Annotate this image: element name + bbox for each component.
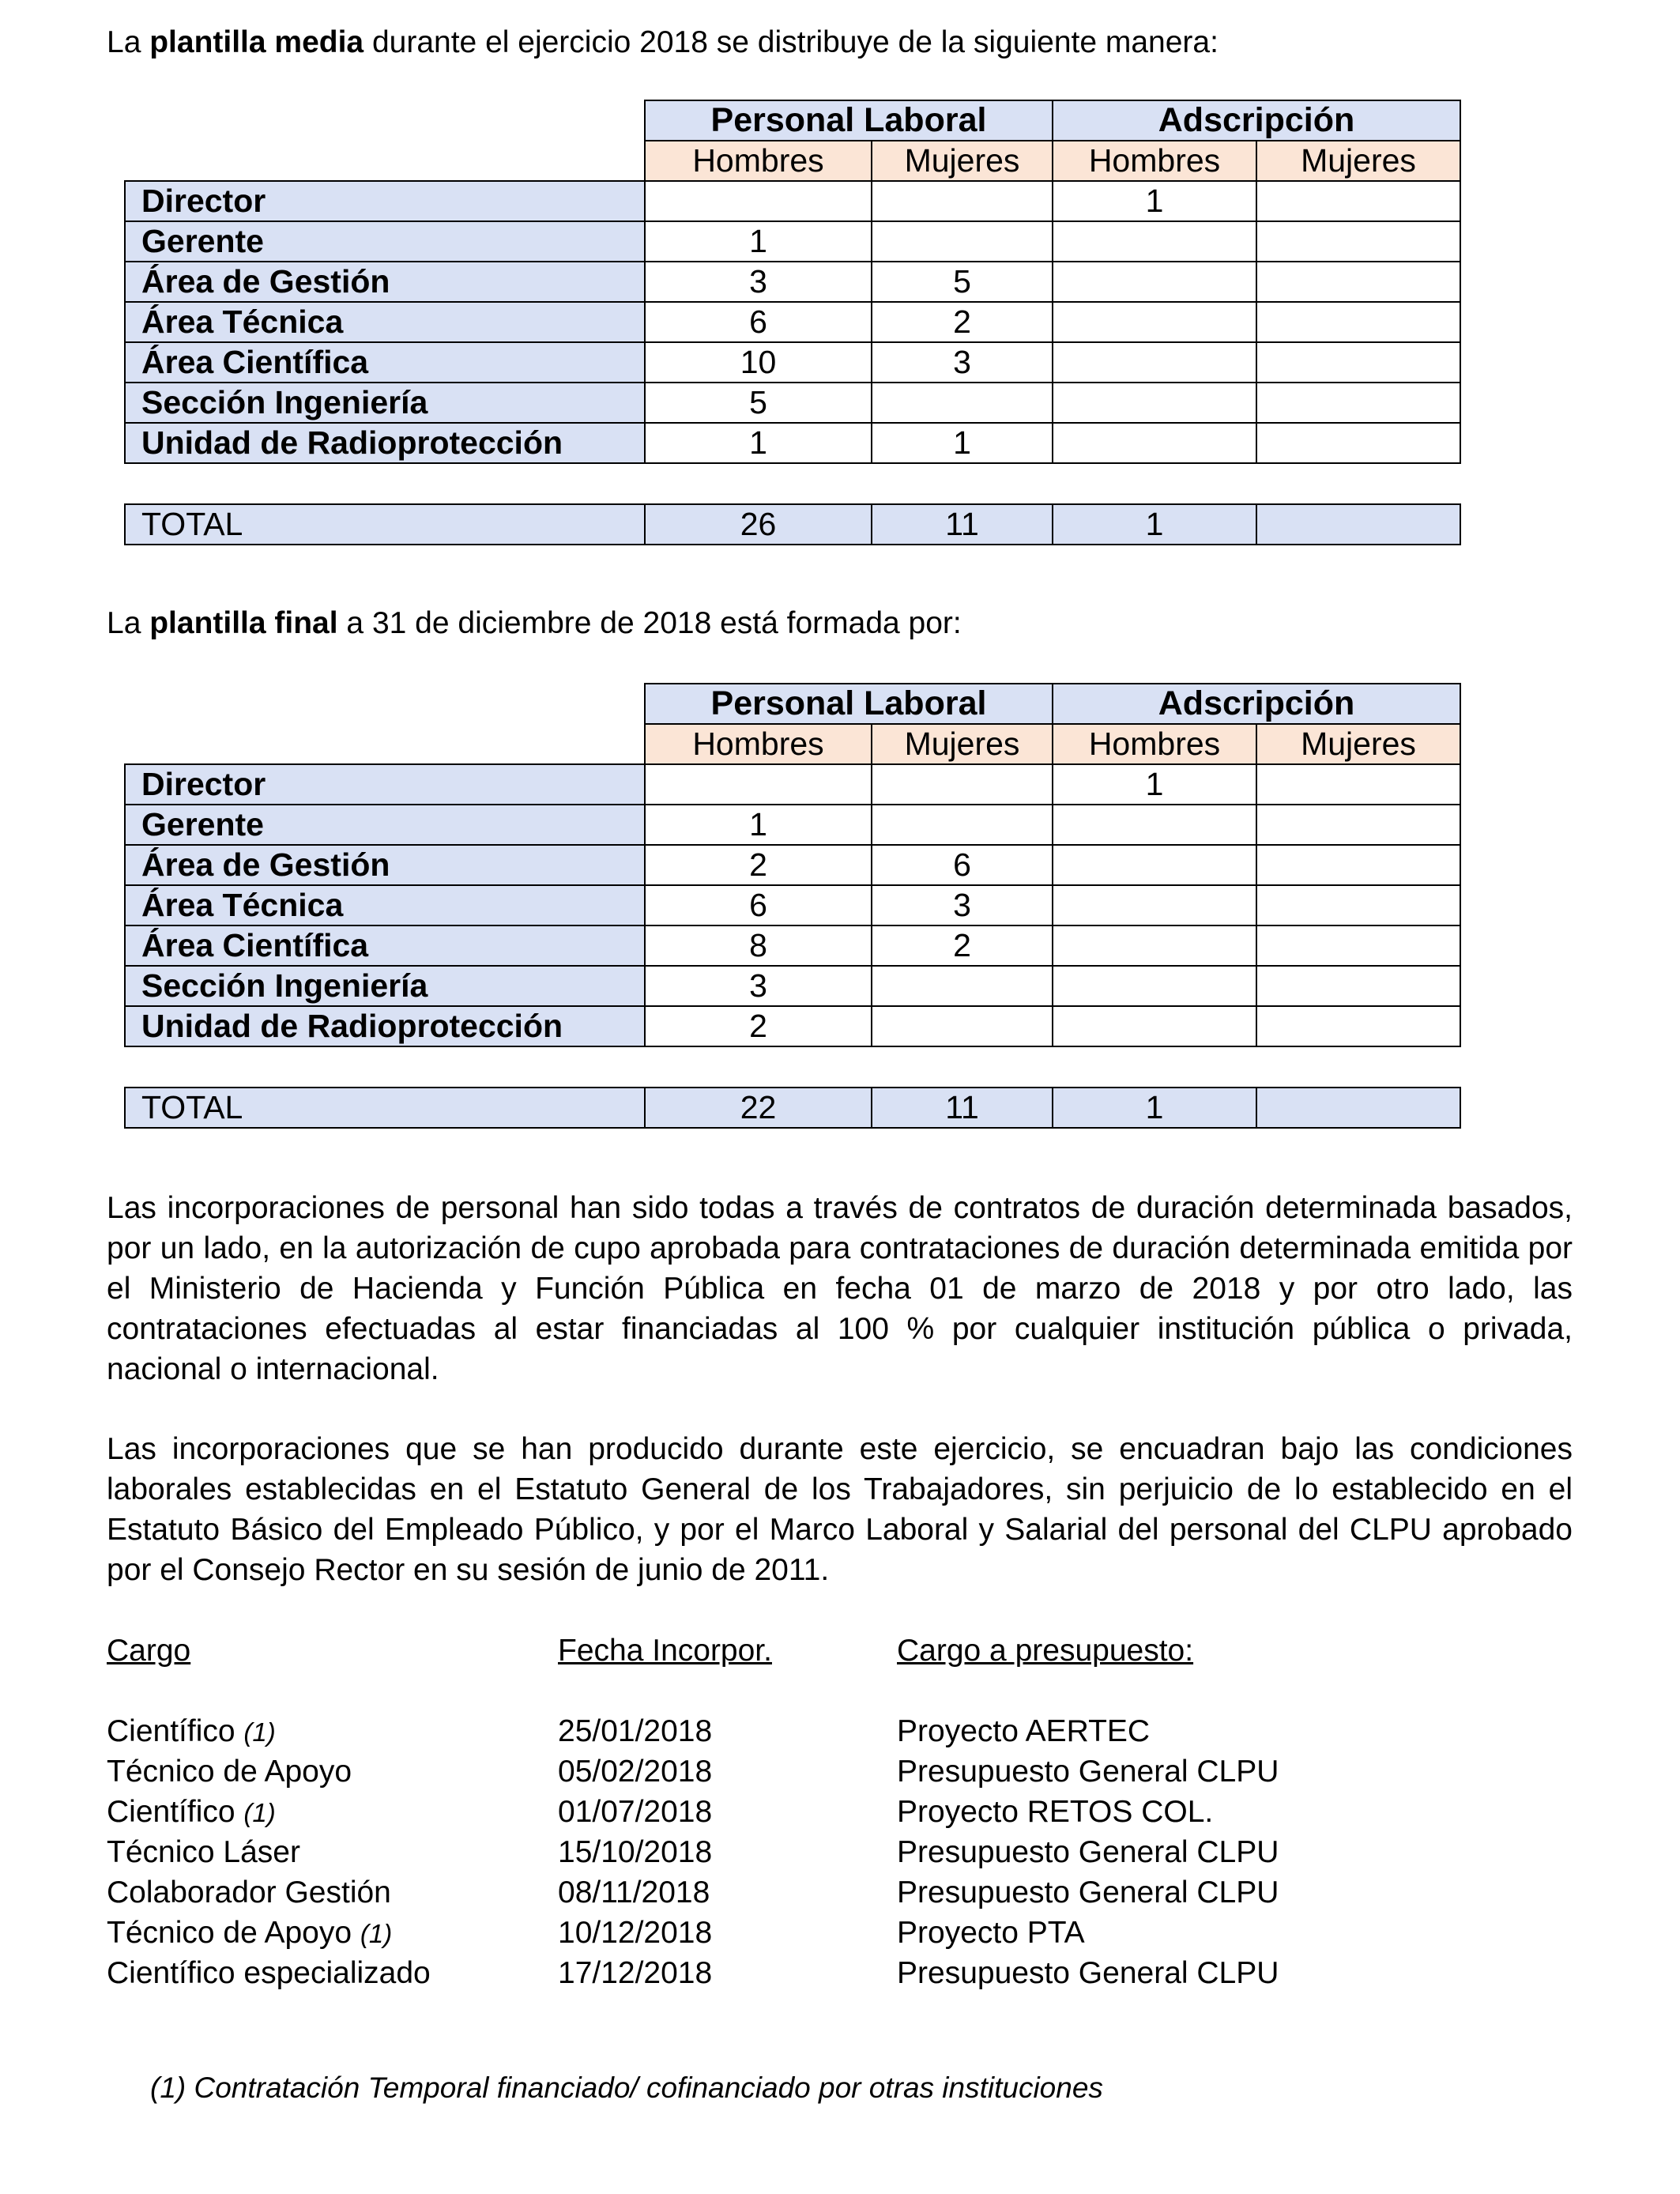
cargo-cell: [107, 1832, 300, 1872]
value-cell: 5: [645, 383, 872, 423]
value-cell: 8: [645, 925, 872, 966]
plantilla-media-table: [124, 100, 1461, 545]
sub-header-cell: Mujeres: [1256, 141, 1460, 181]
sub-header-cell: Hombres: [1053, 724, 1256, 764]
value-cell: 2: [645, 845, 872, 885]
note-marker: (1): [360, 1919, 393, 1948]
table-row: [125, 1006, 1460, 1046]
corner-cell: [125, 100, 645, 141]
cargo-text: Colaborador Gestión: [107, 1875, 391, 1909]
value-cell: 1: [1053, 181, 1256, 221]
group-header-row: [125, 100, 1460, 141]
table-row: [125, 845, 1460, 885]
value-cell: [1256, 181, 1460, 221]
value-cell: [1256, 262, 1460, 302]
value-cell: [1053, 966, 1256, 1006]
value-cell: 3: [645, 262, 872, 302]
value-cell: [872, 181, 1053, 221]
row-label: Área Científica: [125, 925, 645, 966]
cargo-text: Técnico Láser: [107, 1835, 300, 1869]
cargo-cell: [107, 1711, 276, 1752]
value-cell: [1053, 342, 1256, 383]
sub-header-cell: Mujeres: [872, 141, 1053, 181]
group-header-row: [125, 684, 1460, 724]
value-cell: [1256, 423, 1460, 463]
table-row: [125, 383, 1460, 423]
corner-cell: [125, 724, 645, 764]
intro-paragraph-final: La plantilla final a 31 de diciembre de 2018 está formada por:: [107, 606, 962, 640]
table-row: [125, 302, 1460, 342]
value-cell: [1053, 1006, 1256, 1046]
table-row: [125, 805, 1460, 845]
total-label: TOTAL: [125, 1088, 645, 1128]
spacer-row: [125, 463, 1460, 504]
footnote: (1) Contratación Temporal financiado/ cofinanciado por otras instituciones: [150, 2071, 1103, 2104]
value-cell: [872, 805, 1053, 845]
value-cell: 3: [645, 966, 872, 1006]
intro-paragraph-media: La plantilla media durante el ejercicio 2018 se distribuye de la siguiente manera:: [107, 25, 1219, 59]
value-cell: [1256, 966, 1460, 1006]
sub-header-cell: Hombres: [1053, 141, 1256, 181]
row-label: Área Técnica: [125, 302, 645, 342]
value-cell: 6: [645, 302, 872, 342]
value-cell: [872, 764, 1053, 805]
value-cell: 2: [645, 1006, 872, 1046]
presupuesto-cell: Presupuesto General CLPU: [897, 1956, 1279, 1990]
total-row: [125, 504, 1460, 545]
group-header-personal-laboral: Personal Laboral: [645, 684, 1053, 724]
value-cell: [1053, 221, 1256, 262]
row-label: Sección Ingeniería: [125, 383, 645, 423]
header-fecha: Fecha Incorpor.: [558, 1634, 772, 1668]
header-cargo: Cargo: [107, 1634, 191, 1668]
value-cell: 1: [645, 423, 872, 463]
table-row: [125, 885, 1460, 925]
total-value-cell: [1256, 1088, 1460, 1128]
sub-header-cell: Hombres: [645, 141, 872, 181]
value-cell: [872, 383, 1053, 423]
fecha-cell: 25/01/2018: [558, 1714, 713, 1748]
row-label: Área de Gestión: [125, 845, 645, 885]
value-cell: [1053, 885, 1256, 925]
value-cell: [872, 966, 1053, 1006]
spacer-cell: [125, 463, 1460, 504]
note-marker: (1): [243, 1798, 276, 1827]
value-cell: [645, 181, 872, 221]
value-cell: [1053, 383, 1256, 423]
row-label: Gerente: [125, 805, 645, 845]
value-cell: [1053, 262, 1256, 302]
value-cell: [1256, 805, 1460, 845]
table-row: [125, 221, 1460, 262]
total-value-cell: [1256, 504, 1460, 545]
presupuesto-cell: Proyecto PTA: [897, 1916, 1085, 1950]
spacer-row: [125, 1046, 1460, 1088]
value-cell: [1053, 302, 1256, 342]
fecha-cell: 01/07/2018: [558, 1795, 713, 1829]
row-label: Unidad de Radioprotección: [125, 1006, 645, 1046]
sub-header-cell: Mujeres: [872, 724, 1053, 764]
cargo-text: Técnico de Apoyo: [107, 1916, 352, 1950]
cargo-text: Científico: [107, 1714, 235, 1748]
value-cell: [1053, 423, 1256, 463]
row-label: Unidad de Radioprotección: [125, 423, 645, 463]
group-header-adscripcion: Adscripción: [1053, 100, 1460, 141]
cargo-cell: [107, 1792, 276, 1833]
table-row: [125, 925, 1460, 966]
fecha-cell: 15/10/2018: [558, 1835, 713, 1869]
plantilla-final-table: [124, 683, 1461, 1129]
fecha-cell: 08/11/2018: [558, 1875, 710, 1909]
value-cell: 5: [872, 262, 1053, 302]
presupuesto-cell: Presupuesto General CLPU: [897, 1755, 1279, 1789]
presupuesto-cell: Proyecto RETOS COL.: [897, 1795, 1214, 1829]
value-cell: 3: [872, 885, 1053, 925]
cargo-text: Científico especializado: [107, 1956, 431, 1990]
fecha-cell: 05/02/2018: [558, 1755, 713, 1789]
row-label: Área de Gestión: [125, 262, 645, 302]
fecha-cell: 10/12/2018: [558, 1916, 713, 1950]
value-cell: [1256, 885, 1460, 925]
corner-cell: [125, 684, 645, 724]
cargo-cell: [107, 1872, 391, 1913]
total-value-cell: 22: [645, 1088, 872, 1128]
table-row: [125, 342, 1460, 383]
sub-header-cell: Hombres: [645, 724, 872, 764]
value-cell: 1: [1053, 764, 1256, 805]
cargo-cell: [107, 1913, 392, 1954]
spacer-cell: [125, 1046, 1460, 1088]
value-cell: 1: [645, 805, 872, 845]
cargo-text: Técnico de Apoyo: [107, 1755, 352, 1789]
row-label: Área Técnica: [125, 885, 645, 925]
total-value-cell: 26: [645, 504, 872, 545]
note-marker: (1): [243, 1717, 276, 1747]
value-cell: [1256, 925, 1460, 966]
value-cell: 6: [872, 845, 1053, 885]
value-cell: [1256, 764, 1460, 805]
value-cell: [1256, 221, 1460, 262]
presupuesto-cell: Presupuesto General CLPU: [897, 1835, 1279, 1869]
header-presupuesto: Cargo a presupuesto:: [897, 1634, 1194, 1668]
total-value-cell: 11: [872, 504, 1053, 545]
fecha-cell: 17/12/2018: [558, 1956, 713, 1990]
value-cell: 2: [872, 925, 1053, 966]
total-value-cell: 1: [1053, 504, 1256, 545]
cargo-cell: [107, 1751, 352, 1792]
row-label: Sección Ingeniería: [125, 966, 645, 1006]
value-cell: [1256, 845, 1460, 885]
value-cell: 1: [645, 221, 872, 262]
value-cell: [872, 1006, 1053, 1046]
sub-header-row: [125, 724, 1460, 764]
corner-cell: [125, 141, 645, 181]
value-cell: [1256, 302, 1460, 342]
value-cell: [1053, 805, 1256, 845]
total-value-cell: 11: [872, 1088, 1053, 1128]
table-row: [125, 262, 1460, 302]
value-cell: [872, 221, 1053, 262]
total-row: [125, 1088, 1460, 1128]
row-label: Gerente: [125, 221, 645, 262]
value-cell: [1053, 845, 1256, 885]
value-cell: 1: [872, 423, 1053, 463]
group-header-personal-laboral: Personal Laboral: [645, 100, 1053, 141]
value-cell: [1053, 925, 1256, 966]
value-cell: 10: [645, 342, 872, 383]
row-label: Director: [125, 181, 645, 221]
table-row: [125, 764, 1460, 805]
cargo-text: Científico: [107, 1795, 235, 1829]
sub-header-cell: Mujeres: [1256, 724, 1460, 764]
cargo-cell: [107, 1953, 431, 1993]
group-header-adscripcion: Adscripción: [1053, 684, 1460, 724]
incorporaciones-paragraph: Las incorporaciones de personal han sido todas a través de contratos de duración determinada basados, por un lado, en la autorización de cupo aprobada para contrataciones de duración determinada emitida por el Ministerio de Hacienda y Función Pública en fecha 01 de marzo de 2018 y por otro lado, las contrataciones efectuadas al estar financiadas al 100 % por cualquier institución pública o privada, nacional o internacional.: [107, 1191, 1573, 1386]
table-row: [125, 423, 1460, 463]
value-cell: [1256, 1006, 1460, 1046]
condiciones-paragraph: Las incorporaciones que se han producido durante este ejercicio, se encuadran bajo las condiciones laborales establecidas en el Estatuto General de los Trabajadores, sin perjuicio de lo establecido en el Estatuto Básico del Empleado Público, y por el Marco Laboral y Salarial del personal del CLPU aprobado por el Consejo Rector en su sesión de junio de 2011.: [107, 1432, 1573, 1587]
sub-header-row: [125, 141, 1460, 181]
table-row: [125, 181, 1460, 221]
value-cell: [645, 764, 872, 805]
value-cell: 3: [872, 342, 1053, 383]
row-label: Director: [125, 764, 645, 805]
value-cell: [1256, 342, 1460, 383]
table-row: [125, 966, 1460, 1006]
presupuesto-cell: Presupuesto General CLPU: [897, 1875, 1279, 1909]
total-value-cell: 1: [1053, 1088, 1256, 1128]
total-label: TOTAL: [125, 504, 645, 545]
value-cell: 2: [872, 302, 1053, 342]
value-cell: [1256, 383, 1460, 423]
value-cell: 6: [645, 885, 872, 925]
presupuesto-cell: Proyecto AERTEC: [897, 1714, 1151, 1748]
row-label: Área Científica: [125, 342, 645, 383]
